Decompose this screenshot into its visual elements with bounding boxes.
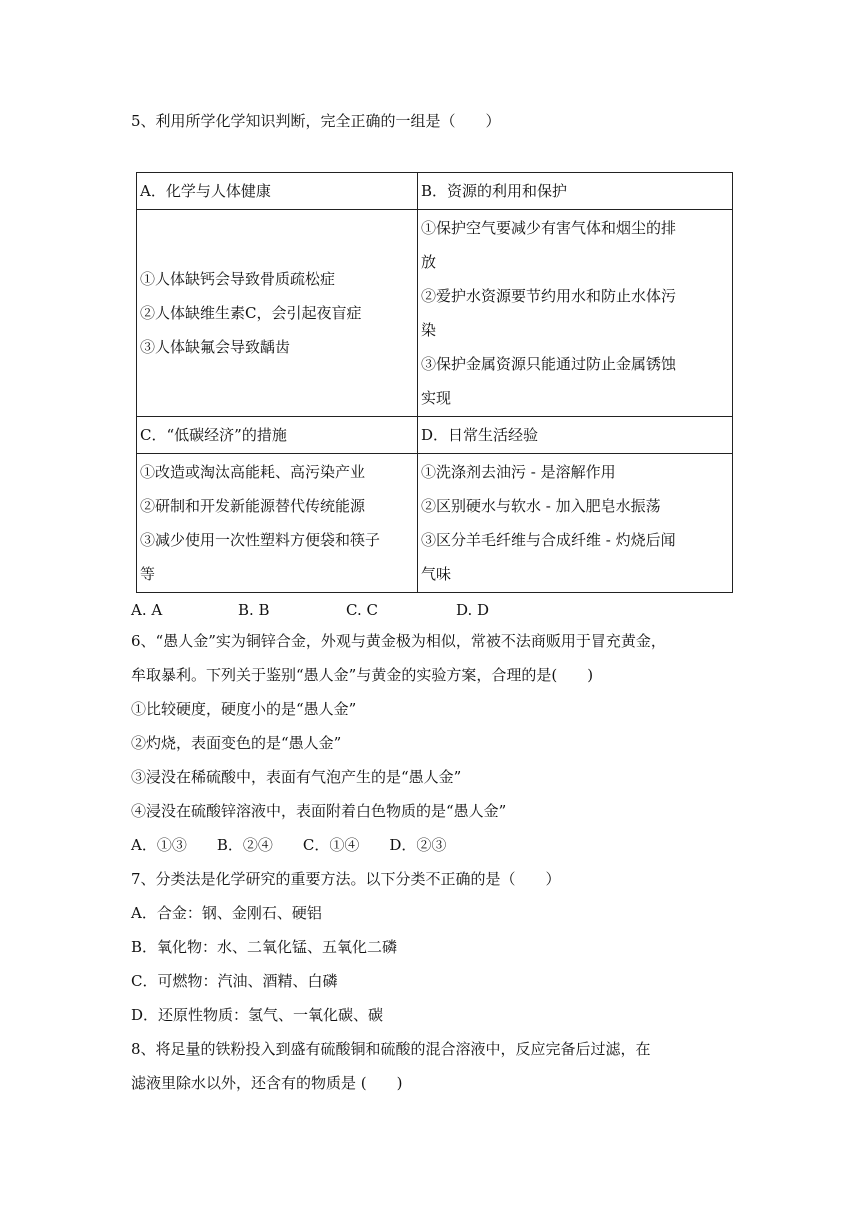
question-8-line: 滤液里除水以外，还含有的物质是 ( ) [131, 1074, 403, 1092]
cell-c-item: ①改造或淘汰高能耗、高污染产业 [140, 463, 366, 481]
cell-c-item: 等 [140, 565, 156, 583]
cell-c-title: C．“低碳经济”的措施 [137, 417, 418, 454]
cell-d-body [418, 454, 733, 593]
cell-a-item: ②人体缺维生素C，会引起夜盲症 [140, 304, 362, 322]
question-7-option: A．合金：钢、金刚石、硬铝 [131, 904, 322, 922]
cell-d-item: 气味 [421, 565, 452, 583]
question-6-options: A．①③ B．②④ C．①④ D．②③ [131, 836, 447, 854]
cell-b-title: B．资源的利用和保护 [418, 173, 733, 210]
question-5-stem: 5、利用所学化学知识判断，完全正确的一组是（ ） [131, 112, 501, 130]
question-6-line: ③浸没在稀硫酸中，表面有气泡产生的是“愚人金” [131, 768, 462, 786]
option-c: C. C [346, 601, 378, 619]
question-7-option: B．氧化物：水、二氧化锰、五氧化二磷 [131, 938, 398, 956]
option-d: D. D [456, 601, 490, 619]
cell-c-body [137, 454, 418, 593]
question-6-line: ②灼烧，表面变色的是“愚人金” [131, 734, 342, 752]
cell-d-title: D．日常生活经验 [418, 417, 733, 454]
question-6 [131, 624, 731, 862]
cell-d-item: ②区别硬水与软水 - 加入肥皂水振荡 [421, 497, 661, 515]
cell-d-item: ①洗涤剂去油污 - 是溶解作用 [421, 463, 616, 481]
cell-b-item: 染 [421, 321, 437, 339]
question-6-line: 牟取暴利。下列关于鉴别“愚人金”与黄金的实验方案，合理的是( ) [131, 666, 594, 684]
option-b: B. B [238, 601, 270, 619]
cell-b-item: ②爱护水资源要节约用水和防止水体污 [421, 287, 677, 305]
cell-b-item: ①保护空气要减少有害气体和烟尘的排 [421, 219, 677, 237]
question-7-line: 7、分类法是化学研究的重要方法。以下分类不正确的是（ ） [131, 870, 561, 888]
question-8-line: 8、将足量的铁粉投入到盛有硫酸铜和硫酸的混合溶液中，反应完备后过滤，在 [131, 1040, 651, 1058]
question-7 [131, 862, 731, 1032]
cell-b-item: 实现 [421, 389, 452, 407]
question-5-table [136, 172, 733, 593]
question-7-option: D．还原性物质：氢气、一氧化碳、碳 [131, 1006, 384, 1024]
cell-b-item: 放 [421, 253, 437, 271]
cell-a-item: ①人体缺钙会导致骨质疏松症 [140, 270, 336, 288]
question-8 [131, 1032, 731, 1100]
question-6-line: 6、“愚人金”实为铜锌合金，外观与黄金极为相似，常被不法商贩用于冒充黄金， [131, 632, 666, 650]
question-6-line: ④浸没在硫酸锌溶液中，表面附着白色物质的是“愚人金” [131, 802, 507, 820]
cell-d-item: ③区分羊毛纤维与合成纤维 - 灼烧后闻 [421, 531, 676, 549]
cell-b-item: ③保护金属资源只能通过防止金属锈蚀 [421, 355, 677, 373]
cell-c-item: ②研制和开发新能源替代传统能源 [140, 497, 366, 515]
question-7-option: C．可燃物：汽油、酒精、白磷 [131, 972, 338, 990]
cell-a-item: ③人体缺氟会导致龋齿 [140, 338, 291, 356]
question-6-line: ①比较硬度，硬度小的是“愚人金” [131, 700, 357, 718]
option-a: A. A [131, 601, 163, 619]
cell-a-body [137, 210, 418, 417]
cell-b-body [418, 210, 733, 417]
cell-a-title: A．化学与人体健康 [137, 173, 418, 210]
cell-c-item: ③减少使用一次性塑料方便袋和筷子 [140, 531, 381, 549]
